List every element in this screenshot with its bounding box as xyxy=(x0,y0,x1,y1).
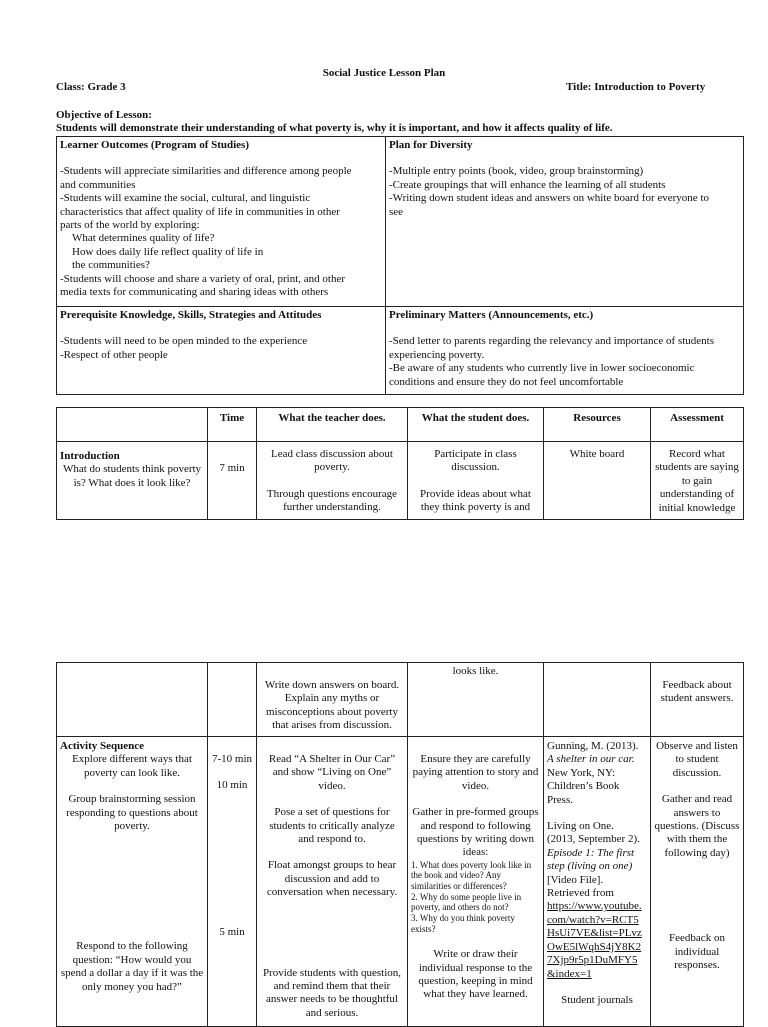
learner-outcomes-cell xyxy=(57,137,386,307)
objective-heading: Objective of Lesson: xyxy=(56,109,152,121)
learner-outcomes-heading: Learner Outcomes (Program of Studies) xyxy=(60,139,250,151)
cont-time-blank xyxy=(208,663,257,737)
objective-text: Students will demonstrate their understanding of what poverty is, why it is important, and how it affects quality of life. xyxy=(56,122,613,134)
intro-assessment: Record what students are saying to gain understanding of initial knowledge xyxy=(651,442,744,520)
lesson-title: Title: Introduction to Poverty xyxy=(566,81,706,93)
plan-diversity-heading: Plan for Diversity xyxy=(389,139,473,151)
prerequisite-cell xyxy=(57,307,386,395)
activity-teacher: Read “A Shelter in Our Car” and show “Living on One” video. Pose a set of questions for students to critically analyze and respond to. Float amongst groups to hear discussion and add to conversation when necessary. Provide students with question, and remind them that their answer needs to be thoughtful and serious. xyxy=(257,737,408,1027)
intro-desc: What do students think poverty is? What does it look like? xyxy=(62,463,202,489)
cont-teacher: Write down answers on board. Explain any myths or misconceptions about poverty that arises from discussion. xyxy=(257,663,408,737)
plan-diversity-cell xyxy=(386,137,744,307)
lesson-table xyxy=(56,407,744,520)
intro-teacher: Lead class discussion about poverty. Through questions encourage further understanding. xyxy=(257,442,408,520)
plan-diversity-text: -Multiple entry points (book, video, group brainstorming) -Create groupings that will enhance the learning of all students -Writing down student ideas and answers on white board for everyone to see xyxy=(389,165,709,218)
class-label: Class: Grade 3 xyxy=(56,81,126,93)
cont-assessment: Feedback about student answers. xyxy=(651,663,744,737)
header-blank xyxy=(57,408,208,442)
intro-resources: White board xyxy=(544,442,651,520)
intro-heading: Introduction xyxy=(60,450,120,462)
respond-resources: Student journals xyxy=(561,993,633,1006)
activity-resources: Gunning, M. (2013). A shelter in our car. New York, NY: Children’s Book Press. Living on One. (2013, September 2). Episode 1: The first step (living on one) [Video File]. Retrieved from https://www.youtube. com/watch?v=RCT5 HsUi7VE&list=PLvz OwE5lWqhS4jY8K2 7Xjp9r5p1DuMFY5 &index=1 Student journals xyxy=(544,737,651,1027)
activity-time: 7-10 min 10 min 5 min xyxy=(208,737,257,1027)
cont-blank xyxy=(57,663,208,737)
activity-student: Ensure they are carefully paying attention to story and video. Gather in pre-formed groups and respond to following questions by writing down ideas: 1. What does poverty look like in the book and video? Any similarities or differences? 2. Why do some people live in poverty, and others do not? 3. Why do you think poverty exists? Write or draw their individual response to the question, keeping in mind what they have learned. xyxy=(408,737,544,1027)
info-table xyxy=(56,136,744,395)
prerequisite-heading: Prerequisite Knowledge, Skills, Strategies and Attitudes xyxy=(60,309,322,321)
header-resources: Resources xyxy=(544,408,651,442)
respond-desc: Respond to the following question: “How would you spend a dollar a day if it was the only money you had?” xyxy=(60,940,204,993)
prerequisite-text: -Students will need to be open minded to the experience -Respect of other people xyxy=(60,335,308,361)
doc-title: Social Justice Lesson Plan xyxy=(322,67,446,79)
activity-desc-2: Group brainstorming session responding to questions about poverty. xyxy=(66,793,198,833)
header-assessment: Assessment xyxy=(651,408,744,442)
preliminary-cell xyxy=(386,307,744,395)
intro-cell xyxy=(57,442,208,520)
preliminary-heading: Preliminary Matters (Announcements, etc.) xyxy=(389,309,594,321)
activity-heading: Activity Sequence xyxy=(60,740,145,752)
header-student: What the student does. xyxy=(408,408,544,442)
cont-resources-blank xyxy=(544,663,651,737)
preliminary-text: -Send letter to parents regarding the relevancy and importance of students experiencing poverty. -Be aware of any students who currently live in lower socioeconomic conditions and ensure they do not feel uncomfortable xyxy=(389,335,714,388)
video-link[interactable]: https://www.youtube. com/watch?v=RCT5 HsUi7VE&list=PLvz OwE5lWqhS4jY8K2 7Xjp9r5p1DuMFY5 &index=1 xyxy=(547,900,642,980)
learner-outcomes-text: -Students will appreciate similarities and difference among people and communities -Students will examine the social, cultural, and linguistic characteristics that affect quality of life in communities in other parts of the world by exploring: What determines quality of life? How does daily life reflect quality of life in the communities? -Students will choose and share a variety of oral, print, and other media texts for communicating and sharing ideas with others xyxy=(60,165,352,299)
intro-time: 7 min xyxy=(208,442,257,520)
cont-student: looks like. xyxy=(408,663,544,737)
activity-desc-1: Explore different ways that poverty can look like. xyxy=(72,753,192,779)
intro-student: Participate in class discussion. Provide ideas about what they think poverty is and xyxy=(408,442,544,520)
header-teacher: What the teacher does. xyxy=(257,408,408,442)
header-time: Time xyxy=(208,408,257,442)
activity-assessment: Observe and listen to student discussion. Gather and read answers to questions. (Discuss with them the following day) Feedback on individual responses. xyxy=(651,737,744,1027)
continuation-table xyxy=(56,662,744,1027)
activity-cell xyxy=(57,737,208,1027)
